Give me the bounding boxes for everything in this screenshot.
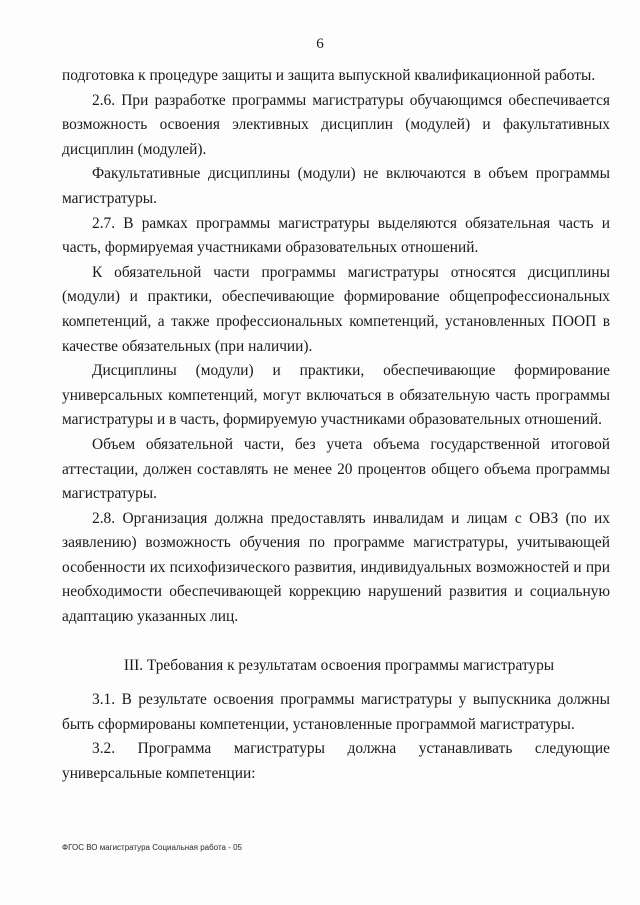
section-title: III. Требования к результатам освоения программы магистратуры [123,656,555,674]
paragraph-3-2: 3.2. Программа магистратуры должна устанавливать следующие универсальные компетенции: [62,740,610,783]
paragraph-3-1: 3.1. В результате освоения программы магистратуры у выпускника должны быть сформированы компетенции, установленные программой магистратуры. [62,691,610,733]
document-body [62,64,610,787]
page-footer: ФГОС ВО магистратура Социальная работа - 05 [62,843,242,852]
page-number: 6 [316,36,324,52]
paragraph-2-6: 2.6. При разработке программы магистратуры обучающимся обеспечивается возможность освоения элективных дисциплин (модулей) и факультативных дисциплин (модулей). [62,91,610,158]
paragraph-continuation: подготовка к процедуре защиты и защита выпускной квалификационной работы. [62,67,596,84]
paragraph-universal-competencies: Дисциплины (модули) и практики, обеспечивающие формирование универсальных компетенций, могут включаться в обязательную часть программы магистратуры и в часть, формируемую участниками образовательных отношений. [62,362,610,429]
paragraph-mandatory-volume: Объем обязательной части, без учета объема государственной итоговой аттестации, должен составлять не менее 20 процентов общего объема программы магистратуры. [62,435,610,503]
paragraph-mandatory-part: К обязательной части программы магистратуры относятся дисциплины (модули) и практики, обеспечивающие формирование общепрофессиональных компетенций, а также профессиональных компетенций, установленных ПООП в качестве обязательных (при наличии). [62,263,610,355]
paragraph-2-7: 2.7. В рамках программы магистратуры выделяются обязательная часть и часть, формируемая участниками образовательных отношений. [62,214,610,257]
paragraph-optional-disciplines: Факультативные дисциплины (модули) не включаются в объем программы магистратуры. [62,165,610,207]
paragraph-2-8: 2.8. Организация должна предоставлять инвалидам и лицам с ОВЗ (по их заявлению) возможность обучения по программе магистратуры, учитывающей особенности их психофизического развития, индивидуальных возможностей и при необходимости обеспечивающей коррекцию нарушений развития и социальную адаптацию указанных лиц. [62,509,610,626]
